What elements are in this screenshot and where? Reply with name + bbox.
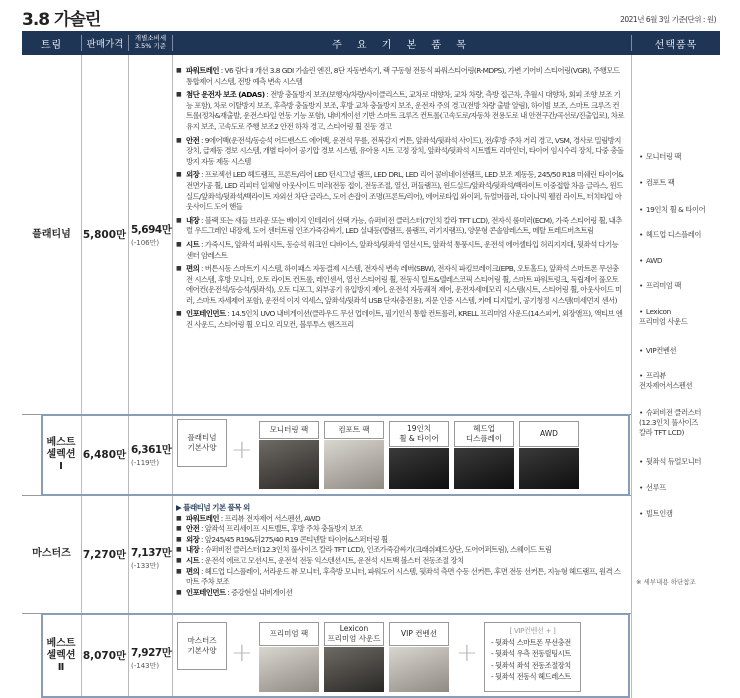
date-note: 2021년 6월 3일 기준(단위 : 원) bbox=[620, 15, 716, 24]
hud-image bbox=[454, 448, 514, 489]
header-basic: 주 요 기 본 품 목 bbox=[332, 39, 472, 51]
header-tax-price: 개별소비세 3.5% 기준 bbox=[134, 34, 167, 50]
option-item: • Lexicon 프리미엄 사운드 bbox=[639, 307, 687, 327]
option-item: • 헤드업 디스플레이 bbox=[639, 230, 701, 240]
trim-best1: 베스트 셀렉션 Ⅰ bbox=[46, 436, 76, 472]
header-price: 판매가격 bbox=[86, 39, 124, 50]
option-item: • 모니터링 팩 bbox=[639, 152, 681, 162]
plus-icon: + bbox=[231, 638, 253, 668]
option-item: • 뒷좌석 듀얼모니터 bbox=[639, 457, 701, 467]
option-item: • 빌트인캠 bbox=[639, 509, 673, 519]
tax-price-best1: 6,361만 (-119만) bbox=[131, 444, 172, 467]
plus-icon: + bbox=[231, 435, 253, 465]
speaker-image bbox=[324, 647, 384, 692]
trim-platinum: 플래티넘 bbox=[32, 228, 71, 240]
premium-image bbox=[259, 647, 319, 692]
option-item: • 19인치 휠 & 타이어 bbox=[639, 205, 705, 215]
tax-price-platinum: 5,694만 (-106만) bbox=[131, 224, 172, 247]
best2-item-vip: VIP 컨벤션 bbox=[389, 622, 449, 646]
wheel-image bbox=[389, 448, 449, 489]
vip-seat-image bbox=[389, 647, 449, 692]
table-header bbox=[22, 31, 720, 55]
option-item: • AWD bbox=[639, 256, 662, 266]
best1-item-comfort: 컴포트 팩 bbox=[324, 421, 384, 439]
best1-item-awd: AWD bbox=[519, 421, 579, 447]
trim-best2: 베스트 셀렉션 Ⅱ bbox=[46, 637, 76, 673]
monitor-image bbox=[259, 440, 319, 489]
page-title: 3.8 가솔린 bbox=[22, 10, 101, 30]
seat-image bbox=[324, 440, 384, 489]
price-platinum: 5,800만 bbox=[82, 229, 127, 241]
plus-icon: + bbox=[456, 638, 478, 668]
best1-base: 플래티넘 기본사양 bbox=[177, 419, 227, 467]
price-masters: 7,270만 bbox=[82, 548, 127, 561]
masters-specs: ▶ 플래티넘 기본 품목 외 ■ 파워트레인 : 프리뷰 전자제어 서스펜션, AWD ■ 안전 : 앞좌석 프리세이프 시트벨트, 후방 주차 충돌방지 보조 ■ 외장 : 앞245/45 R19&뒤275/40 R19 콘티넨탈 타이어&스퍼터링 휠 ■ 내장 : 슈퍼비전 클러스터(12.3인치 풀사이즈 칼라 TFT LCD), 인조가죽감싸기(크래쉬패드상단, 도어어퍼트림), 스웨이드 트림 ■ 시트 : 운전석 에르고 모션시트, 운전석 전동 익스텐션시트, 운전석 시트백 볼스터 전동조절 장치 ■ 편의 : 헤드업 디스플레이, 서라운드 뷰 모니터, 후측방 모니터, 파워도어 시스템, 뒷좌석 측면 수동 선커튼, 후면 전동 선커튼, 지능형 헤드램프, 원격 스마트 주차 보조 ■ 인포테인먼트 : 증강현실 내비게이션 bbox=[176, 503, 624, 598]
best1-item-monitoring: 모니터링 팩 bbox=[259, 421, 319, 439]
option-item: • 프리뷰 전자제어서스펜션 bbox=[639, 371, 692, 391]
price-best2: 8,070만 bbox=[82, 650, 127, 662]
vip-convention-box: [ VIP컨벤션 + ] - 뒷좌석 스마트폰 무선충전 - 뒷좌석 우측 전동릴팅시트 - 뒷좌석 좌석 전동조절장치 - 뒷좌석 전동식 헤드레스트 bbox=[484, 622, 581, 692]
car-image bbox=[519, 448, 579, 489]
best1-item-hud: 헤드업 디스플레이 bbox=[454, 421, 514, 447]
tax-price-masters: 7,137만 (-133만) bbox=[131, 547, 172, 570]
best2-item-lexicon: Lexicon 프리미엄 사운드 bbox=[324, 622, 384, 646]
trim-masters: 마스터즈 bbox=[32, 548, 71, 559]
price-best1: 6,480만 bbox=[82, 449, 127, 461]
option-item: • VIP컨벤션 bbox=[639, 346, 676, 356]
option-item: • 선루프 bbox=[639, 483, 666, 493]
header-trim: 트림 bbox=[40, 39, 63, 51]
tax-price-best2: 7,927만 (-143만) bbox=[131, 647, 172, 670]
best1-item-wheel: 19인치 휠 & 타이어 bbox=[389, 421, 449, 447]
option-item: • 프리미엄 팩 bbox=[639, 281, 681, 291]
platinum-specs: ■ 파워트레인 : V6 람다 Ⅱ 개선 3.8 GDI 가솔린 엔진, 8단 자동변속기, 랙 구동형 전동식 파워스티어링(R-MDPS), 가변 기어비 스티어링(VGR), 주행모드 통합제어 시스템, 전방 예측 변속 시스템 ■ 첨단 운전자 보조 (ADAS) : 전방 충돌방지 보조(보행자/차량/사이클리스트, 교차로 대향차, 교차 차량, 측방 접근차, 추월시 대향차, 회피 조향 보조 기능 포함), 차로 이탈방지 보조, 후측방 충돌방지 보조, 후방 교차 충돌방지 보조, 운전자 주의 경고(전방 차량 출발 알림), 하이빔 보조, 스마트 크루즈 컨트롤(정차&재출발, 운전스타일 연동 기능 포함), 내비게이션 기반 스마트 크루즈 컨트롤(고속도로/자동차 전용도로 내 안전구간/곡선로/진출입로), 차로 유지 보조, 고속도로 주행 보조2 안전 하차 경고, 스티어링 휠 진동 경고 ■ 안전 : 9에어백(운전석/동승석 어드밴스드 에어백, 운전석 무릎, 전복감지 커튼, 앞좌석/뒷좌석 사이드), 전/후방 주차 거리 경고, VSM, 경사로 밀림방지 장치, 급제동 경보 시스템, 개별 타이어 공기압 경보 시스템, 유아용 시트 고정 장치, 앞좌석/뒷좌석 시트벨트 리마인더, 타이어 임시수리 장치, 다중 충돌방지 자동 제동 시스템 ■ 외장 : 프로젝션 LED 헤드램프, 프론트/리어 LED 턴시그널 램프, LED DRL, LED 리어 콤비네이션램프, LED 보조 제동등, 245/50 R18 미쉐린 타이어&전면가공 휠, LED 리피터 일체형 아웃사이드 미러(전동 접이, 전동조절, 열선, 퍼들램프), 윈드실드/앞좌석/뒷좌석/백라이트 이중접합 차음 글라스, 윈드실드/앞좌석/뒷좌석/백라이트 자외선 차단 글라스, 도어 손잡이 조명(프론트/리어), 에어로타입 와이퍼, 듀얼머플러, 다이나믹 웰컴 라이트, 터치타입 아웃사이드 도어 핸들 ■ 내장 : 블랙 또는 새들 브라운 또는 베이지 인테리어 선택 가능, 슈퍼비전 클러스터(7인치 칼라 TFT LCD), 전자식 룸미러(ECM), 가죽 스티어링 휠, 내추럴 우드그레인 내장재, 도어 센터트림 인조가죽감싸기, LED 실내등(맵램프, 룸램프, 러기지램프), 양문형 콘솔암레스트, 메탈 트레드버츠트림 ■ 시트 : 가죽시트, 앞좌석 파워시트, 동승석 워크인 디바이스, 앞좌석/뒷좌석 열선시트, 앞좌석 통풍시트, 운전석 에어셀타입 허리지지대, 뒷좌석 다기능 센터 암레스트 ■ 편의 : 버튼시동 스마트키 시스템, 하이패스 자동결제 시스템, 전자식 변속 레버(SBW), 전자식 파킹브레이크(EPB, 오토홀드), 앞좌석 스마트폰 무선충전 시스템, 후방 모니터, 오토 라이트 컨트롤, 레인센서, 열선 스티어링 휠, 전동식 틸트&텔레스코픽 스티어링 휠, 스마트 파워트렁크, 독립제어 풀오토 에어컨(운전석/동승석/뒷좌석), 오토 디포그, 외부공기 유입방지 제어, 운전석 자동쾌적 제어, 운전자세메모리 시스템(시트, 스티어링 휠, 아웃사이드 미러, 스마트 자세제어 포함), 운전석 이지 억세스, 앞좌석/뒷좌석 USB 단자(충전용), 지문 인증 시스템, 카메 디지털키, 공기청정 시스템(미세먼지 센서) ■ 인포테인먼트 : 14.5인치 UVO 내비게이션(클라우드 무선 업데이트, 필기인식 통합 컨트롤러, KRELL 프리미엄 사운드(14스피커, 외장앰프), 액티브 엔진 사운드, 스티어링 휠 오디오 리모컨, 블루투스 핸즈프리 bbox=[176, 66, 624, 331]
option-item: • 컴포트 팩 bbox=[639, 178, 674, 188]
best2-item-premium: 프리미엄 팩 bbox=[259, 622, 319, 646]
header-options: 선택품목 bbox=[654, 39, 698, 51]
option-item: • 슈퍼비전 클러스터 (12.3인치 풀사이즈 칼라 TFT LCD) bbox=[639, 408, 701, 438]
best2-base: 마스터즈 기본사양 bbox=[177, 622, 227, 670]
footnote: ※ 세부내용 하단참조 bbox=[636, 578, 696, 586]
